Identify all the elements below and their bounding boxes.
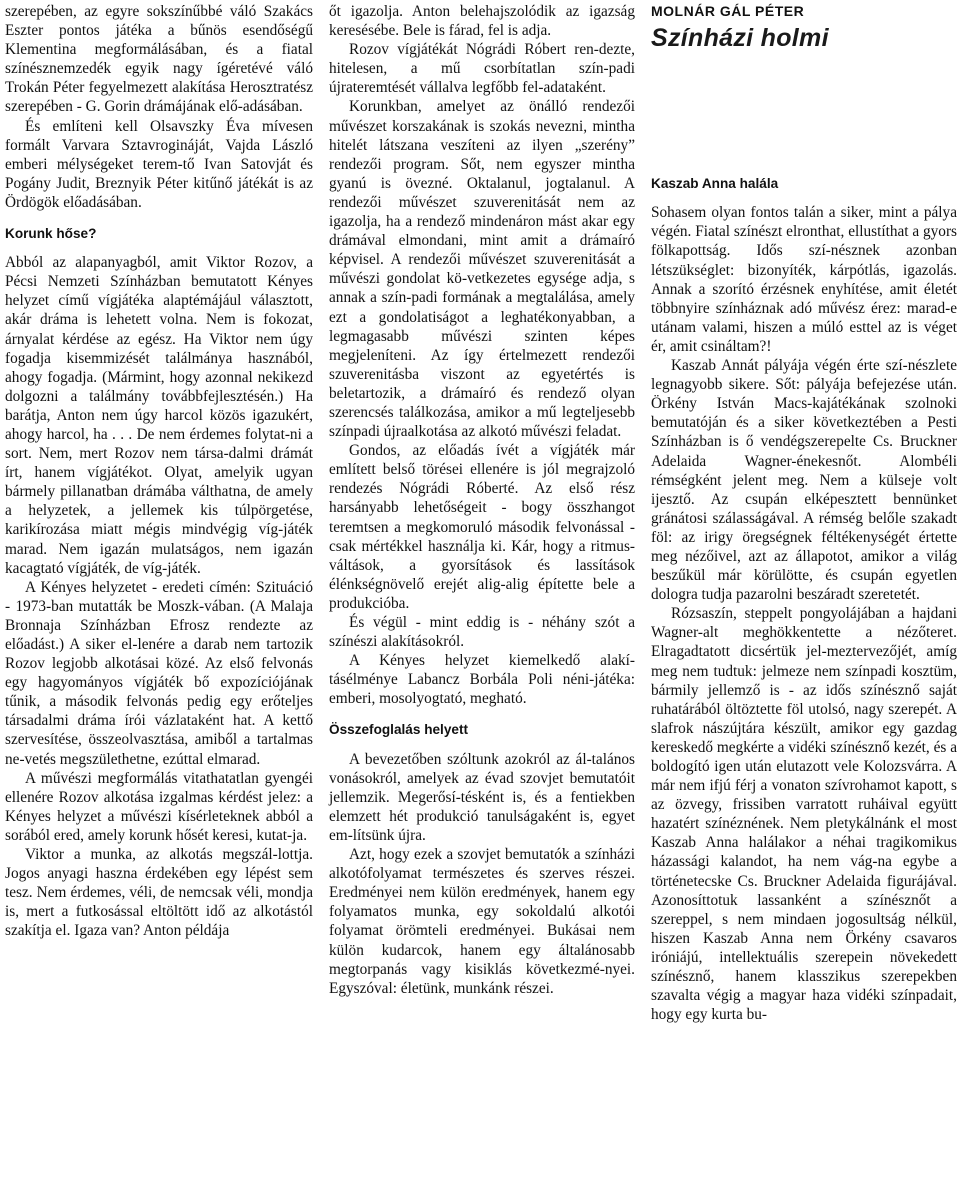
section-heading-korunk-hose: Korunk hőse? — [5, 226, 97, 242]
article-author: MOLNÁR GÁL PÉTER — [651, 3, 805, 19]
column-3 — [651, 2, 957, 1024]
article-title: Színházi holmi — [651, 24, 829, 53]
column-1 — [5, 2, 313, 941]
paragraph: A művészi megformálás vitathatatlan gyengéi ellenére Rozov alkotása izgalmas kérdést jelez: a Kényes helyzet a művészi kísérleteknek abból a sorából ered, amely korunk hősét keresi, kutat-ja. — [5, 769, 313, 844]
paragraph: Kaszab Annát pályája végén érte szí-nészlete legnagyobb sikere. Sőt: pályája befejezése után. Örkény István Macs-kajátékának szolnoki bemutatóján és a siker következtében a Pesti Színházban is ő vendégszerepelte Cs. Bruckner Adelaida Wagner-énekesnőt. Alombéli rémségként jelent meg. Nem a külseje volt ijesztő. Az csupán elképesztett bennünket gránátosi szálasságával. A rémség belőle szakadt föl: az irigy öregségnek féltékenységét értette meg nézőivel, azt az állapotot, amikor a világ beszűkül már körülötte, és csupán egyetlen dologra tudja pazarolni beszáradt szeretetét. — [651, 357, 957, 604]
paragraph: szerepében, az egyre sokszínűbbé váló Szakács Eszter pontos játéka a bűnös esendőségű Klementina megformálásában, és a fiatal színésznemzedék egyik nagy ígéretévé váló Trokán Péter fegyelmezett alakítása Herosztratész szerepében - G. Gorin drámájának elő-adásában. — [5, 3, 313, 116]
paragraph: Gondos, az előadás ívét a vígjáték már említett belső törései ellenére is jól megrajzoló rendezés Nógrádi Róberté. Az első rész harsányabb lehetőségeit - bogy összhangot teremtsen a megkomoruló második felvonással - csak mértékkel használja ki. Kár, hogy a ritmus-váltások, a gyorsítások és lassítások élénkségnövelő erejét alig-alig építette bele a produkcióba. — [329, 442, 635, 612]
title-spacer — [651, 48, 957, 174]
paragraph: Abból az alapanyagból, amit Viktor Rozov, a Pécsi Nemzeti Színházban bemutatott Kényes helyzet című vígjátéka alaptémájául választott, akár dráma is lehetett volna. Nem is fokozat, árnyalat kérdése az egész. Ha Viktor nem úgy fogadja kisemmizését találmánya hasznából, ahogy fogadja. (Mármint, hogy azonnal nekikezd dolgozni a találmány továbbfejlesztésén.) Ha barátja, Anton nem úgy harcol közös igazukért, ahogy harcol, ha . . . De nem érdemes folytat-ni a sort. Nem, mert Rozov nem társa-dalmi drámát írt, hanem vígjátékot. Olyat, amelyik ugyan bármely pillanatban drámába válthatna, de amely a helyzetek, a jellemek kis túlpörgetése, karikírozása miatt mégis mindvégig víg-játék marad. Nem igazán mulatságos, nem igazán kacagtató vígjáték, de víg-játék. — [5, 254, 313, 577]
paragraph: És említeni kell Olsavszky Éva mívesen formált Varvara Sztavrogináját, Vajda László emberi mélységeket terem-tő Ivan Satovját és Pogány Judit, Breznyik Péter kitűnő játékát is az Ördögök előadásában. — [5, 117, 313, 211]
paragraph: Rózsaszín, steppelt pongyolájában a hajdani Wagner-alt meghökkentette a nézőteret. Elragadtatott dicsértük jel-meztervezőjét, amíg meg nem tudtuk: jelmeze nem színpadi kosztüm, bármily jellemző is - az idős színésznő saját ruhatárából öltöztette föl utolsó, nagy szerepét. A slafrok nászújtára készült, amikor egy gazdag kereskedő megkérte a vidéki színésznő kezét, és a boldogító igen után elutazott vele Kolozsvárra. A már nem ifjú férj a vonaton szívrohamot kapott, s az özvegy, frissiben varratott ruháival együtt hazatért színéznének. Nem pletykálnánk el most Kaszab Anna halálakor a néhai tragikomikus házassági kalandot, ha nem vág-na egybe a történetecske Cs. Bruckner Adelaida figurájával. Azonosíttotuk lassanként a színésznőt a szereppel, s nem mindaen jogosultság nélkül, hiszen Kaszab Anna nem Örkény csavaros iróniájú, intellektuális szerepein növekedett színésznő, hanem klasszikus szerepekben szavalta végig a magyar haza vidéki színpadait, hogy egy kurta bu- — [651, 605, 957, 1024]
paragraph: A Kényes helyzet kiemelkedő alakí-tásélménye Labancz Borbála Poli néni-játéka: emberi, mosolyogtató, megható. — [329, 652, 635, 708]
section-heading-osszefoglalas: Összefoglalás helyett — [329, 722, 469, 738]
section-heading-kaszab-anna: Kaszab Anna halála — [651, 176, 779, 192]
paragraph: Viktor a munka, az alkotás megszál-lottja. Jogos anyagi haszna érdekében egy lépést sem tesz. Nem érdemes, véli, de nemcsak véli, mondja is, mert a futkosással eltöltött idő az alkotástól szakítja el. Igaza van? Anton példája — [5, 846, 313, 940]
paragraph: Rozov vígjátékát Nógrádi Róbert ren-dezte, hitelesen, a mű csorbítatlan szín-padi újrateremtését vállalva legfőbb fel-adataként. — [329, 41, 635, 97]
column-2 — [329, 2, 635, 998]
paragraph: őt igazolja. Anton belehajszolódik az igazság keresésébe. Bele is fárad, fel is adja. — [329, 3, 635, 40]
paragraph: A bevezetőben szóltunk azokról az ál-talános vonásokról, amelyek az évad szovjet bemutatóit jellemzik. Megerősí-tésként is, és a fentiekben elemzett hét produkció tanulságaként is, egyet em-lítsünk újra. — [329, 750, 635, 844]
paragraph: Sohasem olyan fontos talán a siker, mint a pálya végén. Fiatal színészt elronthat, ellustíthat a gyors fölkapottság. Idős szí-nésznek azonban létszükséglet: bizonyíték, kárpótlás, igazolás. Annak a szorító érzésnek enyhítése, amit életét többnyire színháznak adó művész érez: marad-e utánam valami, hiszen a múló esttel az is véget ér, amit csináltam?! — [651, 204, 957, 355]
paragraph: A Kényes helyzetet - eredeti címén: Szituáció - 1973-ban mutatták be Moszk-vában. (A Malaja Bronnaja Színházban Efrosz rendezte az előadást.) A siker el-lenére a darab nem tartozik Rozov legjobb alkotásai közé. Az első felvonás egy hagyományos vígjáték bő expozíciójának tűnik, a második felvonás pedig egy erőteljes társadalmi dráma írói vázlataként hat. A kettő szervesítése, összeolvasztása, amiből a tartalmas ne-vetés megszülethetne, ezúttal elmarad. — [5, 578, 313, 768]
paragraph: Korunkban, amelyet az önálló rendezői művészet korszakának is szokás nevezni, mintha hitelét látszana veszíteni az ilyen „szerény” rendezői program. Sőt, nem egyszer mintha gyanú is övezné. Oktalanul, jogtalanul. A rendezői művészet szuverenitását nem az igazolja, ha a rendező mindenáron mást akar egy drámával elmondani, mint amit a drámaíró képvisel. A rendezői művészet szuverenitását a művészi gondolat kö-vetkezetes egysége adja, s annak a szín-padi formának a megtalálása, amely ezt a gondolatiságot a leghatékonyabban, a legmagasabb művészi szinten képes megjeleníteni. Az így értelmezett rendezői szuverenitásba viszont az egyetértés is beletartozik, a drámaíró és rendező olyan szerencsés találkozása, amikor a mű legteljesebb színpadi újraalkotása az alkotó művészi feladat. — [329, 98, 635, 441]
paragraph: Azt, hogy ezek a szovjet bemutatók a színházi alkotófolyamat természetes és szerves részei. Eredményei nem külön eredmények, hanem egy folyamatos munka, egy sokoldalú alkotói folyamat örömteli eredményei. Bukásai nem külön kudarcok, hanem egy általánosabb megtorpanás vagy kisiklás következmé-nyei. Egyszóval: életünk, munkánk részei. — [329, 846, 635, 997]
paragraph: És végül - mint eddig is - néhány szót a színészi alakításokról. — [329, 614, 635, 651]
